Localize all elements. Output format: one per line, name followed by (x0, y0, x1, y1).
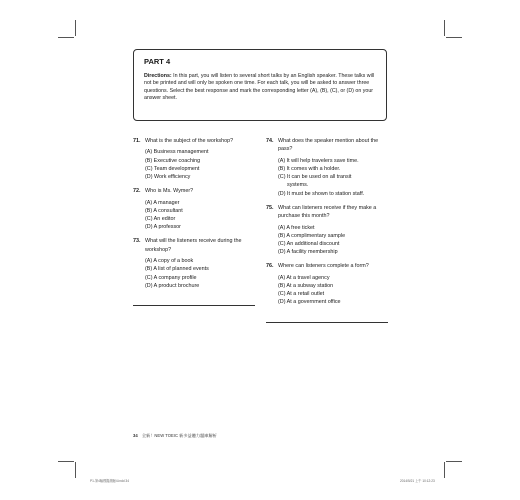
answer-option: (A) A free ticket (278, 224, 315, 231)
answer-option: (A) It will help travelers save time. (278, 157, 359, 164)
answer-option: (C) It can be used on all transit (278, 174, 352, 181)
answer-options (278, 224, 388, 257)
answer-option: (D) A facility membership (278, 249, 338, 256)
answer-option: (B) It comes with a holder. (278, 166, 341, 173)
answer-options (278, 274, 388, 307)
answer-option: (B) A list of planned events (145, 266, 209, 273)
answer-options (145, 199, 255, 232)
crop-mark (58, 37, 74, 38)
question-block (266, 204, 388, 257)
print-slug-left: P1-第4輪模擬測驗4.indd 34 (90, 479, 129, 483)
question-text: What will the listeners receive during the workshop? (145, 238, 242, 253)
questions-left-column (133, 137, 255, 290)
divider-line (133, 305, 255, 306)
answer-option: (A) Business management (145, 149, 209, 156)
crop-mark (75, 462, 76, 478)
answer-options (145, 257, 255, 290)
print-slug-right: 2014/5/21 上午 10:12:23 (400, 479, 435, 483)
answer-option: (B) At a subway station (278, 283, 334, 290)
answer-option: (A) A copy of a book (145, 258, 194, 265)
directions-body: In this part, you will listen to several short talks by an English speaker. These talks will not be printed and will only be spoken one time. For each talk, you will be asked to answer three questions. Select the best response and mark the corresponding letter (A), (B), (C), or (D) on your answer sheet. (144, 73, 375, 102)
question-block (133, 137, 255, 181)
question-number: 76. (266, 263, 274, 270)
answer-option: (D) Work efficiency (145, 174, 191, 181)
question-76 (266, 262, 388, 270)
question-block (266, 262, 388, 306)
question-71 (133, 137, 255, 145)
directions-label: Directions: (144, 73, 172, 79)
question-73 (133, 237, 255, 254)
crop-mark (444, 462, 445, 478)
question-block (133, 237, 255, 290)
answer-option: (C) An editor (145, 216, 176, 223)
question-number: 71. (133, 138, 141, 144)
answer-option: (C) At a retail outlet (278, 291, 325, 298)
crop-mark (58, 461, 74, 462)
question-text: What does the speaker mention about the pass? (278, 138, 379, 153)
answer-option: (C) An additional discount (278, 241, 340, 248)
crop-mark (446, 37, 462, 38)
answer-option: (B) Executive coaching (145, 157, 201, 164)
answer-options (278, 157, 388, 198)
answer-option: (D) It must be shown to station staff. (278, 190, 365, 197)
answer-option-continuation: systems. (287, 182, 309, 189)
page-footer (133, 433, 217, 439)
question-block (266, 137, 388, 198)
question-75 (266, 204, 388, 221)
part-title: PART 4 (144, 57, 171, 66)
answer-option: (C) A company profile (145, 274, 197, 281)
answer-options (145, 148, 255, 181)
question-number: 73. (133, 238, 141, 245)
crop-mark (446, 461, 462, 462)
answer-option: (A) A manager (145, 199, 180, 206)
questions-right-column (266, 137, 388, 307)
directions-text (144, 73, 376, 103)
page-number: 34 (133, 433, 138, 438)
question-text: Who is Ms. Wymer? (145, 188, 194, 195)
question-number: 74. (266, 138, 274, 144)
answer-option: (D) At a government office (278, 299, 341, 306)
question-72 (133, 187, 255, 195)
question-text: Where can listeners complete a form? (278, 263, 369, 270)
divider-line (266, 322, 388, 323)
answer-option: (B) A complimentary sample (278, 232, 346, 239)
question-text: What can listeners receive if they make a purchase this month? (278, 204, 377, 220)
footer-text: 全新！NEW TOEIC 新多益聽力題庫解析 (141, 433, 217, 438)
answer-option: (D) A product brochure (145, 282, 200, 289)
directions-box (133, 49, 387, 121)
question-block (133, 187, 255, 231)
answer-option: (C) Team development (145, 165, 200, 172)
crop-mark (444, 20, 445, 36)
answer-option: (A) At a travel agency (278, 274, 330, 281)
answer-option: (D) A professor (145, 224, 181, 231)
question-74 (266, 137, 388, 154)
answer-option: (B) A consultant (145, 207, 183, 214)
question-text: What is the subject of the workshop? (145, 138, 234, 144)
crop-mark (75, 20, 76, 36)
question-number: 75. (266, 204, 274, 211)
question-number: 72. (133, 188, 141, 195)
